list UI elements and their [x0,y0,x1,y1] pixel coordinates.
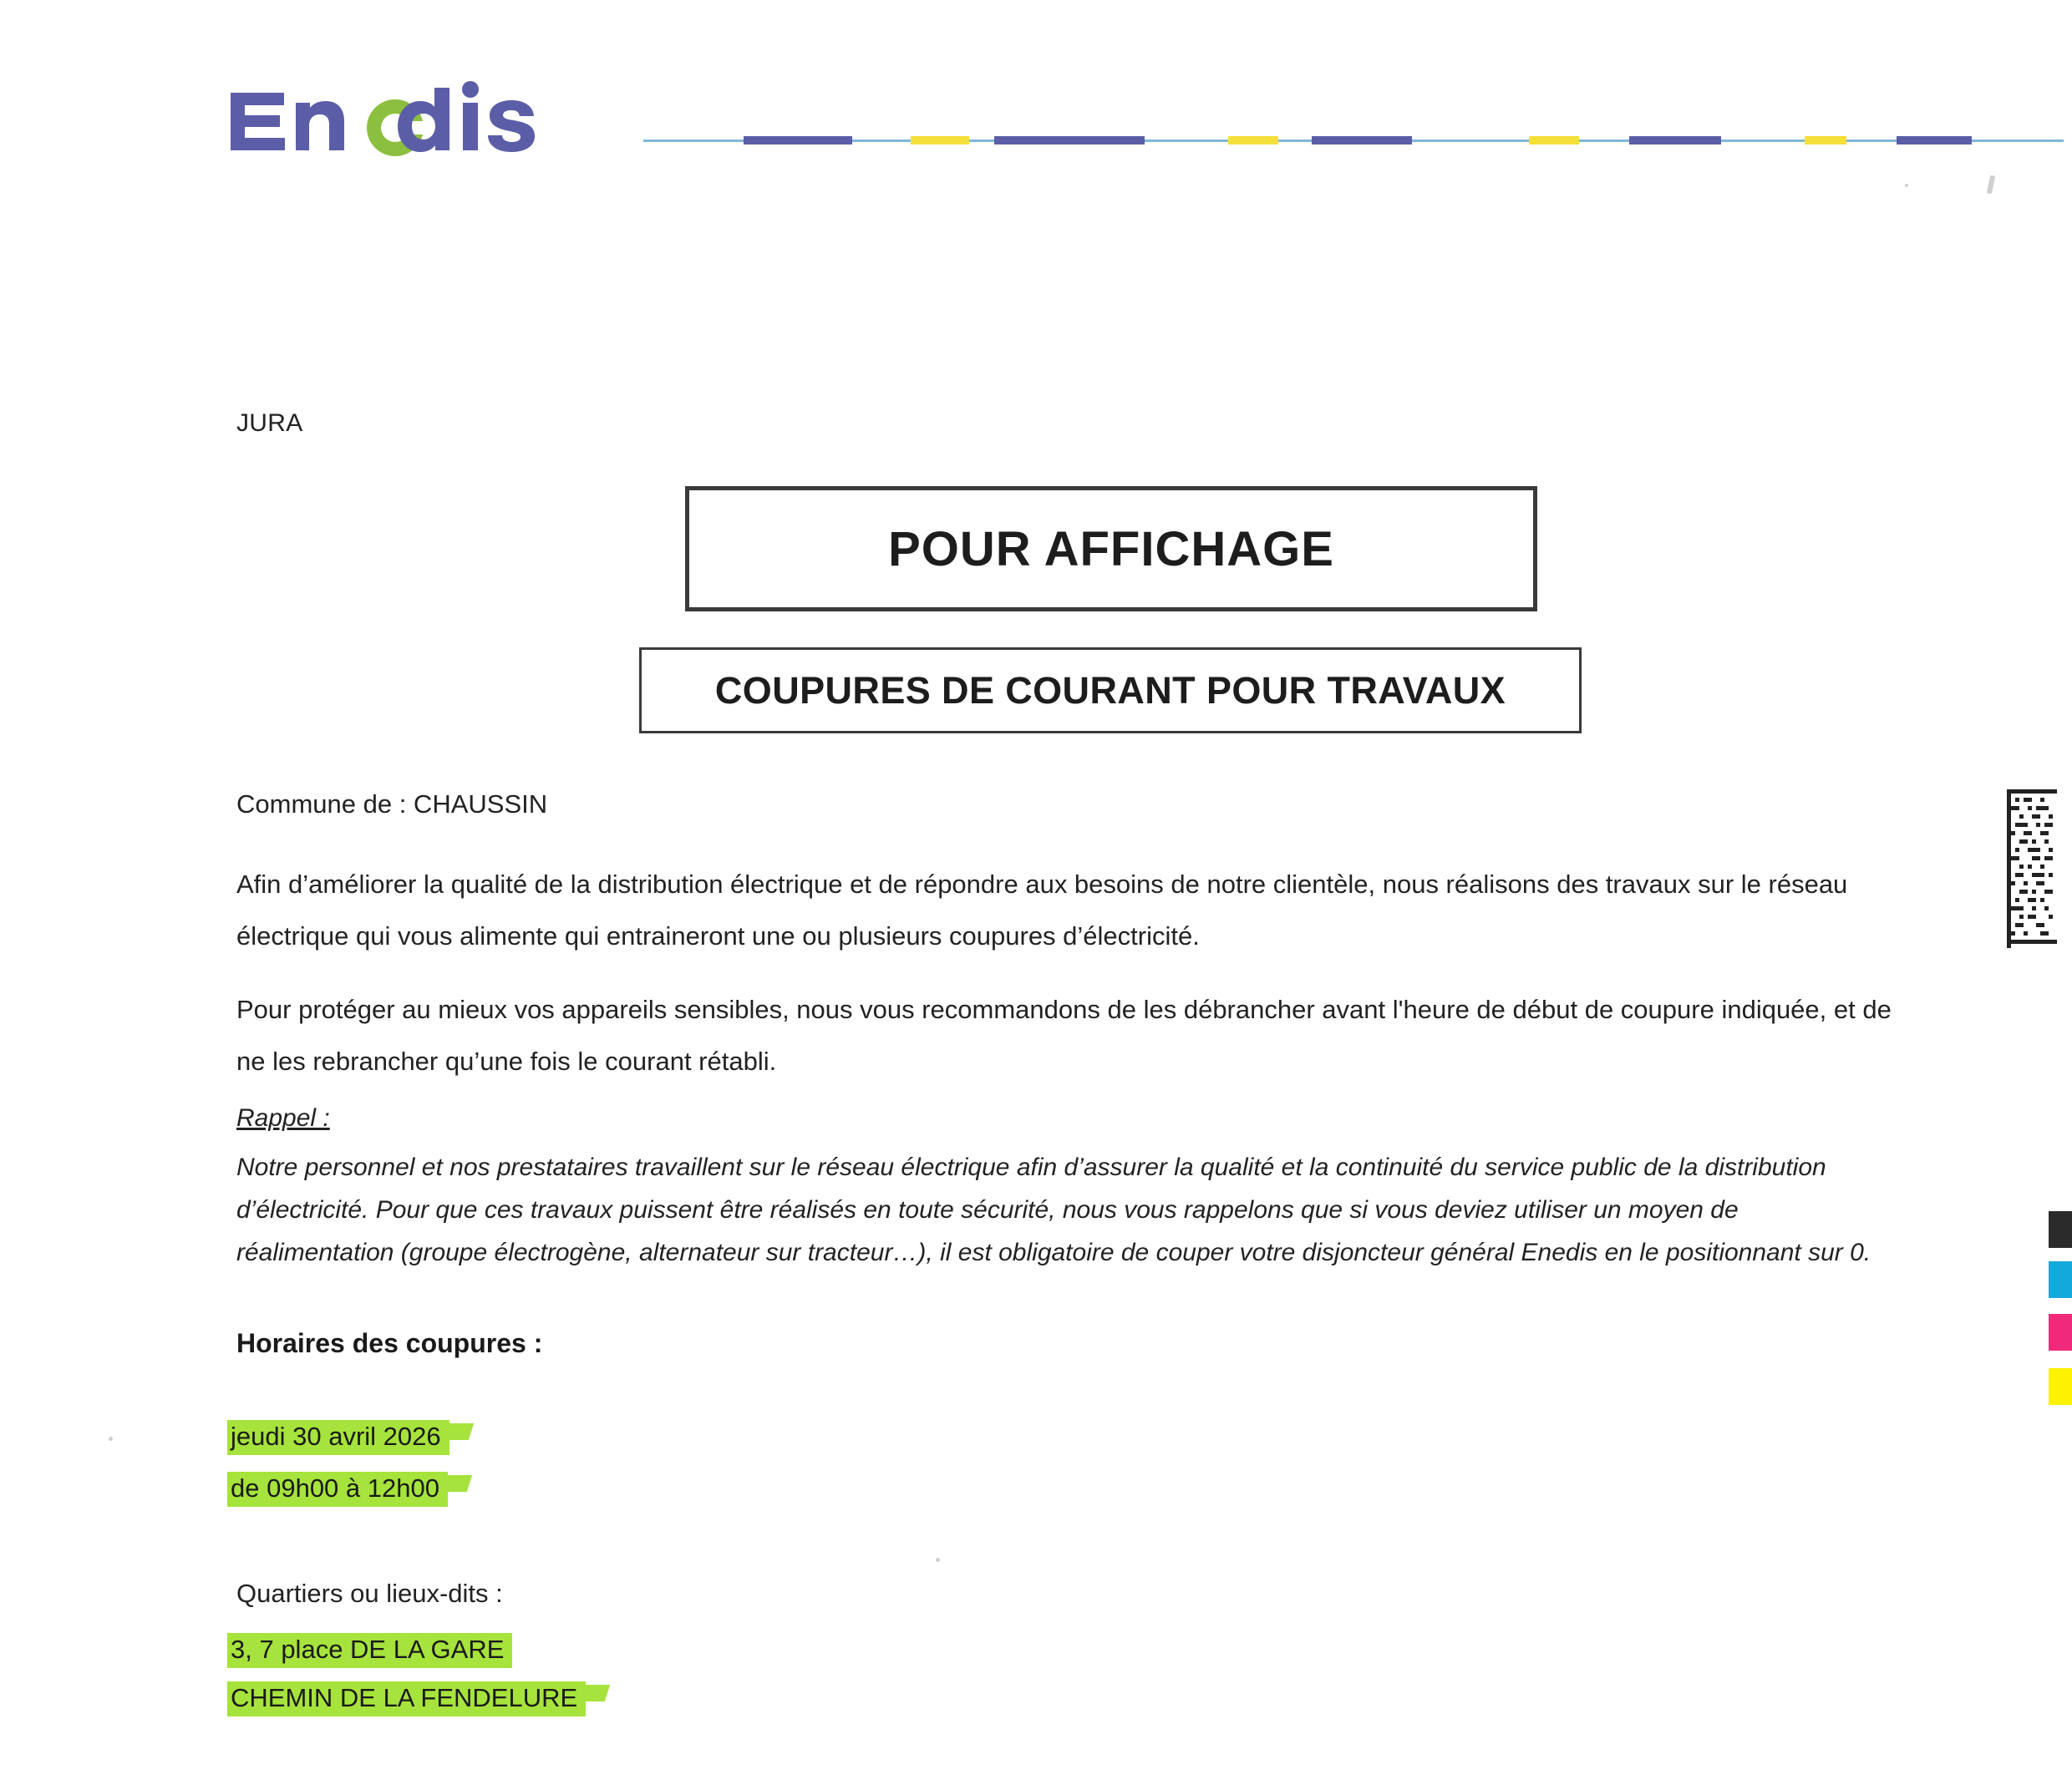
scan-color-bar [2049,1368,2072,1405]
outage-date-highlight: jeudi 30 avril 2026 [227,1420,449,1455]
scan-color-bar [2049,1261,2072,1298]
outage-date-line [227,1420,449,1455]
coupures-title-label: COUPURES DE COURANT POUR TRAVAUX [714,668,1506,712]
outage-time-line [227,1472,448,1507]
commune-line: Commune de : CHAUSSIN [236,789,548,819]
outage-time-highlight: de 09h00 à 12h00 [227,1472,448,1507]
paragraph-advice: Pour protéger au mieux vos appareils sensibles, nous vous recommandons de les débrancher avant l'heure de début de coupure indiquée, et de ne les rebrancher qu’une fois le courant rétabli. [236,995,1892,1076]
scan-speck [936,1558,940,1562]
quartiers-heading: Quartiers ou lieux-dits : [236,1579,503,1608]
scan-color-bar [2049,1211,2072,1248]
paragraph-quality: Afin d’améliorer la qualité de la distribution électrique et de répondre aux besoins de notre clientèle, nous réalisons des travaux sur le réseau électrique qui vous alimente qui entraineront une ou plusieurs coupures d’électricité. [236,870,1848,951]
document-header [0,46,2072,163]
scan-speck [1987,175,1995,195]
datamatrix-code-icon [2007,789,2057,948]
pour-affichage-label: POUR AFFICHAGE [888,521,1334,576]
place-line [227,1681,586,1717]
enedis-logo [224,78,625,170]
scan-speck [109,1437,113,1441]
coupures-title-box [639,647,1582,733]
horaires-heading: Horaires des coupures : [236,1328,543,1358]
rappel-text: Notre personnel et nos prestataires travaillent sur le réseau électrique afin d’assurer la qualité et la continuité du service public de la distribution d’électricité. Pour que ces travaux puissent être réalisés en toute sécurité, nous vous rappelons que si vous deviez utiliser un moyen de réalimentation (groupe électrogène, alternateur sur tracteur…), il est obligatoire de couper votre disjoncteur général Enedis en le positionnant sur 0. [236,1154,1871,1266]
department-name: JURA [236,409,303,437]
scan-color-bar [2049,1314,2072,1351]
rappel-heading: Rappel : [236,1104,330,1132]
place-highlight-1: 3, 7 place DE LA GARE [227,1633,512,1668]
pour-affichage-box [685,486,1537,611]
place-line [227,1633,512,1668]
brand-rule [643,134,2064,147]
scan-speck [1905,184,1908,187]
place-highlight-2: CHEMIN DE LA FENDELURE [227,1681,586,1717]
